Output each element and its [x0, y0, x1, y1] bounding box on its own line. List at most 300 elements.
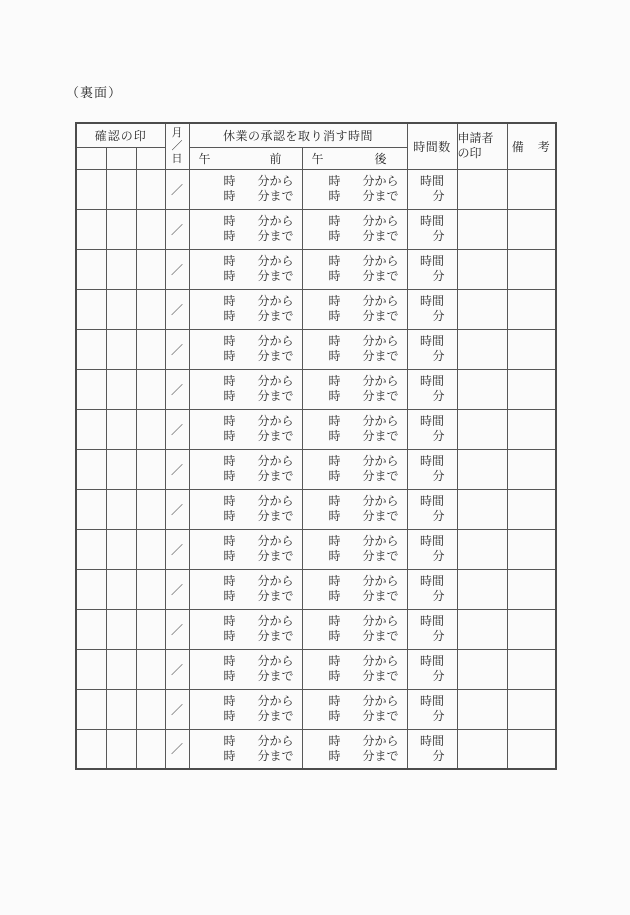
header-row-1: [76, 123, 556, 147]
confirmation-seal-cell-3: [136, 449, 165, 489]
am-from-hour-label: 時: [223, 574, 236, 588]
date-slash: ／: [171, 342, 184, 357]
minutes-unit-label: 分: [432, 549, 445, 563]
pm-from-hour-label: 時: [328, 694, 341, 708]
hours-count-cell: [407, 689, 457, 729]
remarks-cell: [507, 289, 556, 329]
pm-from-hour-label: 時: [328, 733, 341, 748]
confirmation-seal-cell-3: [136, 169, 165, 209]
table-row: [76, 529, 556, 569]
pm-time-cell: [302, 569, 407, 609]
pm-from-hour-label: 時: [328, 614, 341, 628]
hours-unit-label: 時間: [420, 614, 445, 628]
pm-to-hour-label: 時: [328, 349, 341, 363]
confirmation-seal-cell-2: [106, 729, 136, 769]
pm-to-hour-label: 時: [328, 309, 341, 323]
table-row: [76, 489, 556, 529]
pm-from-hour-label: 時: [328, 254, 341, 268]
applicant-seal-line1: 申請者: [457, 131, 494, 146]
date-cell: [165, 609, 189, 649]
hours-unit-label: 時間: [420, 454, 445, 468]
pm-from-minute-label: 分から: [362, 733, 399, 748]
applicant-seal-cell: [457, 289, 507, 329]
month-label: 月: [171, 126, 183, 139]
am-from-hour-label: 時: [223, 294, 236, 308]
pm-time-cell: [302, 729, 407, 769]
pm-from-minute-label: 分から: [362, 414, 399, 428]
confirmation-seal-cell-1: [76, 209, 106, 249]
date-slash: ／: [171, 222, 184, 237]
confirmation-seal-cell-3: [136, 649, 165, 689]
am-to-minute-label: 分まで: [257, 389, 294, 403]
pm-from-hour-label: 時: [328, 494, 341, 508]
pm-to-minute-label: 分まで: [362, 189, 399, 203]
confirmation-seal-cell-2: [106, 569, 136, 609]
pm-from-hour-label: 時: [328, 534, 341, 548]
date-cell: [165, 369, 189, 409]
remarks-cell: [507, 249, 556, 289]
applicant-seal-cell: [457, 209, 507, 249]
table-row: [76, 209, 556, 249]
table-row: [76, 649, 556, 689]
confirmation-seal-cell-2: [106, 169, 136, 209]
confirmation-seal-cell-1: [76, 609, 106, 649]
am-to-hour-label: 時: [223, 669, 236, 683]
minutes-unit-label: 分: [432, 269, 445, 283]
am-time-cell: [189, 249, 302, 289]
applicant-seal-cell: [457, 489, 507, 529]
pm-right-label: 後: [374, 151, 387, 166]
confirmation-seal-cell-3: [136, 689, 165, 729]
am-time-cell: [189, 369, 302, 409]
date-slash: ／: [171, 582, 184, 597]
table-row: [76, 569, 556, 609]
hours-unit-label: 時間: [420, 254, 445, 268]
confirmation-seal-cell-2: [106, 209, 136, 249]
applicant-seal-cell: [457, 729, 507, 769]
hours-count-cell: [407, 369, 457, 409]
am-from-minute-label: 分から: [257, 494, 294, 508]
date-cell: [165, 729, 189, 769]
pm-to-hour-label: 時: [328, 469, 341, 483]
hours-unit-label: 時間: [420, 694, 445, 708]
header-pm: [302, 147, 407, 169]
date-cell: [165, 409, 189, 449]
am-time-cell: [189, 329, 302, 369]
am-to-hour-label: 時: [223, 509, 236, 523]
table-row: [76, 449, 556, 489]
applicant-seal-cell: [457, 609, 507, 649]
remarks-cell: [507, 649, 556, 689]
confirmation-seal-cell-2: [106, 649, 136, 689]
am-from-hour-label: 時: [223, 454, 236, 468]
am-left-label: 午: [198, 151, 211, 166]
confirmation-seal-cell-1: [76, 329, 106, 369]
am-to-minute-label: 分まで: [257, 309, 294, 323]
minutes-unit-label: 分: [432, 309, 445, 323]
header-month-day: [165, 123, 189, 169]
hours-count-cell: [407, 529, 457, 569]
pm-to-minute-label: 分まで: [362, 309, 399, 323]
pm-from-minute-label: 分から: [362, 334, 399, 348]
am-to-minute-label: 分まで: [257, 509, 294, 523]
am-from-hour-label: 時: [223, 614, 236, 628]
pm-to-hour-label: 時: [328, 429, 341, 443]
am-from-minute-label: 分から: [257, 334, 294, 348]
pm-from-minute-label: 分から: [362, 254, 399, 268]
date-slash: ／: [171, 542, 184, 557]
confirmation-seal-cell-1: [76, 409, 106, 449]
confirmation-seal-cell-2: [106, 329, 136, 369]
confirmation-seal-cell-1: [76, 529, 106, 569]
date-cell: [165, 649, 189, 689]
pm-from-hour-label: 時: [328, 414, 341, 428]
table-row: [76, 249, 556, 289]
am-to-hour-label: 時: [223, 389, 236, 403]
pm-to-hour-label: 時: [328, 669, 341, 683]
confirmation-seal-cell-3: [136, 329, 165, 369]
confirmation-seal-cell-1: [76, 249, 106, 289]
minutes-unit-label: 分: [432, 589, 445, 603]
applicant-seal-cell: [457, 249, 507, 289]
pm-to-minute-label: 分まで: [362, 589, 399, 603]
pm-to-minute-label: 分まで: [362, 349, 399, 363]
am-from-minute-label: 分から: [257, 694, 294, 708]
header-hours-count: 時間数: [407, 123, 457, 169]
pm-time-cell: [302, 489, 407, 529]
hours-count-cell: [407, 289, 457, 329]
am-time-cell: [189, 449, 302, 489]
am-from-hour-label: 時: [223, 374, 236, 388]
hours-unit-label: 時間: [420, 294, 445, 308]
pm-to-minute-label: 分まで: [362, 269, 399, 283]
date-slash: ／: [171, 382, 184, 397]
applicant-seal-cell: [457, 409, 507, 449]
am-to-hour-label: 時: [223, 349, 236, 363]
confirmation-seal-cell-1: [76, 369, 106, 409]
am-from-hour-label: 時: [223, 694, 236, 708]
date-slash: ／: [171, 662, 184, 677]
am-from-minute-label: 分から: [257, 214, 294, 228]
am-from-minute-label: 分から: [257, 654, 294, 668]
am-from-hour-label: 時: [223, 414, 236, 428]
pm-to-hour-label: 時: [328, 549, 341, 563]
am-to-minute-label: 分まで: [257, 469, 294, 483]
hours-count-cell: [407, 329, 457, 369]
remarks-cell: [507, 369, 556, 409]
pm-to-minute-label: 分まで: [362, 549, 399, 563]
am-from-minute-label: 分から: [257, 174, 294, 188]
pm-time-cell: [302, 209, 407, 249]
am-from-hour-label: 時: [223, 214, 236, 228]
table-row: [76, 689, 556, 729]
am-from-minute-label: 分から: [257, 294, 294, 308]
pm-to-minute-label: 分まで: [362, 389, 399, 403]
header-cancel-title: 休業の承認を取り消す時間: [189, 123, 407, 147]
am-to-hour-label: 時: [223, 748, 236, 763]
confirmation-seal-cell-2: [106, 249, 136, 289]
pm-time-cell: [302, 529, 407, 569]
confirmation-seal-cell-2: [106, 449, 136, 489]
applicant-seal-cell: [457, 449, 507, 489]
confirmation-seal-cell-1: [76, 289, 106, 329]
confirmation-seal-cell-1: [76, 169, 106, 209]
pm-to-minute-label: 分まで: [362, 629, 399, 643]
confirmation-seal-cell-1: [76, 489, 106, 529]
confirmation-seal-cell-3: [136, 289, 165, 329]
am-to-hour-label: 時: [223, 549, 236, 563]
pm-to-minute-label: 分まで: [362, 469, 399, 483]
am-to-minute-label: 分まで: [257, 629, 294, 643]
hours-unit-label: 時間: [420, 414, 445, 428]
date-slash: ／: [171, 742, 184, 757]
pm-to-minute-label: 分まで: [362, 509, 399, 523]
am-to-hour-label: 時: [223, 269, 236, 283]
confirmation-seal-subcell-3: [136, 147, 165, 169]
pm-time-cell: [302, 369, 407, 409]
minutes-unit-label: 分: [432, 469, 445, 483]
hours-count-cell: [407, 449, 457, 489]
confirmation-seal-cell-3: [136, 489, 165, 529]
pm-time-cell: [302, 449, 407, 489]
am-to-minute-label: 分まで: [257, 349, 294, 363]
confirmation-seal-cell-1: [76, 569, 106, 609]
pm-from-minute-label: 分から: [362, 374, 399, 388]
confirmation-seal-subcell-2: [106, 147, 136, 169]
pm-left-label: 午: [311, 151, 324, 166]
am-to-hour-label: 時: [223, 709, 236, 723]
confirmation-seal-cell-2: [106, 529, 136, 569]
pm-from-minute-label: 分から: [362, 654, 399, 668]
am-from-hour-label: 時: [223, 534, 236, 548]
am-from-minute-label: 分から: [257, 414, 294, 428]
header-remarks: 備 考: [507, 123, 556, 169]
pm-to-minute-label: 分まで: [362, 229, 399, 243]
date-slash: ／: [171, 302, 184, 317]
pm-from-minute-label: 分から: [362, 534, 399, 548]
minutes-unit-label: 分: [432, 748, 445, 763]
hours-unit-label: 時間: [420, 174, 445, 188]
table-row: [76, 409, 556, 449]
am-to-hour-label: 時: [223, 229, 236, 243]
am-to-hour-label: 時: [223, 469, 236, 483]
pm-from-hour-label: 時: [328, 574, 341, 588]
am-from-minute-label: 分から: [257, 534, 294, 548]
remarks-cell: [507, 689, 556, 729]
pm-from-minute-label: 分から: [362, 454, 399, 468]
am-to-hour-label: 時: [223, 429, 236, 443]
remarks-cell: [507, 489, 556, 529]
am-to-hour-label: 時: [223, 629, 236, 643]
applicant-seal-cell: [457, 169, 507, 209]
pm-to-minute-label: 分まで: [362, 669, 399, 683]
date-slash: ／: [171, 502, 184, 517]
remarks-cell: [507, 409, 556, 449]
am-to-minute-label: 分まで: [257, 269, 294, 283]
am-to-hour-label: 時: [223, 189, 236, 203]
date-cell: [165, 289, 189, 329]
remarks-cell: [507, 449, 556, 489]
pm-to-hour-label: 時: [328, 229, 341, 243]
minutes-unit-label: 分: [432, 629, 445, 643]
pm-to-hour-label: 時: [328, 269, 341, 283]
am-time-cell: [189, 569, 302, 609]
pm-time-cell: [302, 249, 407, 289]
pm-time-cell: [302, 329, 407, 369]
table-body: [76, 169, 556, 769]
date-cell: [165, 529, 189, 569]
confirmation-seal-cell-3: [136, 369, 165, 409]
hours-count-cell: [407, 609, 457, 649]
am-from-hour-label: 時: [223, 174, 236, 188]
am-right-label: 前: [269, 151, 282, 166]
date-cell: [165, 489, 189, 529]
date-cell: [165, 169, 189, 209]
table-row: [76, 289, 556, 329]
am-to-minute-label: 分まで: [257, 189, 294, 203]
minutes-unit-label: 分: [432, 389, 445, 403]
am-time-cell: [189, 169, 302, 209]
confirmation-seal-cell-2: [106, 409, 136, 449]
hours-unit-label: 時間: [420, 654, 445, 668]
hours-count-cell: [407, 249, 457, 289]
hours-count-cell: [407, 409, 457, 449]
confirmation-seal-cell-2: [106, 689, 136, 729]
confirmation-seal-cell-2: [106, 289, 136, 329]
am-from-hour-label: 時: [223, 494, 236, 508]
pm-from-hour-label: 時: [328, 374, 341, 388]
am-time-cell: [189, 409, 302, 449]
pm-from-minute-label: 分から: [362, 614, 399, 628]
am-from-minute-label: 分から: [257, 574, 294, 588]
pm-time-cell: [302, 289, 407, 329]
date-slash: ／: [171, 622, 184, 637]
day-label: 日: [171, 152, 183, 165]
confirmation-seal-cell-3: [136, 409, 165, 449]
am-time-cell: [189, 609, 302, 649]
pm-to-minute-label: 分まで: [362, 709, 399, 723]
confirmation-seal-cell-1: [76, 449, 106, 489]
applicant-seal-cell: [457, 369, 507, 409]
applicant-seal-cell: [457, 569, 507, 609]
pm-from-minute-label: 分から: [362, 294, 399, 308]
confirmation-seal-cell-3: [136, 569, 165, 609]
am-time-cell: [189, 729, 302, 769]
am-to-minute-label: 分まで: [257, 549, 294, 563]
table-row: [76, 729, 556, 769]
am-time-cell: [189, 529, 302, 569]
pm-time-cell: [302, 649, 407, 689]
am-to-hour-label: 時: [223, 589, 236, 603]
date-cell: [165, 249, 189, 289]
hours-unit-label: 時間: [420, 574, 445, 588]
am-time-cell: [189, 289, 302, 329]
confirmation-seal-cell-2: [106, 609, 136, 649]
date-slash: ／: [171, 462, 184, 477]
hours-count-cell: [407, 209, 457, 249]
minutes-unit-label: 分: [432, 509, 445, 523]
am-from-hour-label: 時: [223, 654, 236, 668]
header-am: [189, 147, 302, 169]
am-from-minute-label: 分から: [257, 733, 294, 748]
confirmation-seal-cell-3: [136, 609, 165, 649]
pm-to-minute-label: 分まで: [362, 429, 399, 443]
remarks-cell: [507, 609, 556, 649]
date-slash: ／: [171, 262, 184, 277]
date-slash: ／: [171, 702, 184, 717]
pm-to-hour-label: 時: [328, 189, 341, 203]
applicant-seal-cell: [457, 689, 507, 729]
am-from-minute-label: 分から: [257, 254, 294, 268]
date-cell: [165, 329, 189, 369]
month-day-slash: ／: [171, 139, 183, 152]
hours-count-cell: [407, 569, 457, 609]
hours-unit-label: 時間: [420, 214, 445, 228]
am-to-minute-label: 分まで: [257, 748, 294, 763]
am-from-minute-label: 分から: [257, 454, 294, 468]
header-confirmation-seal: 確認の印: [76, 123, 165, 147]
pm-from-minute-label: 分から: [362, 574, 399, 588]
am-time-cell: [189, 649, 302, 689]
date-cell: [165, 449, 189, 489]
confirmation-seal-cell-1: [76, 689, 106, 729]
pm-from-minute-label: 分から: [362, 174, 399, 188]
minutes-unit-label: 分: [432, 709, 445, 723]
applicant-seal-cell: [457, 649, 507, 689]
confirmation-seal-cell-2: [106, 489, 136, 529]
pm-to-minute-label: 分まで: [362, 748, 399, 763]
minutes-unit-label: 分: [432, 429, 445, 443]
hours-count-cell: [407, 729, 457, 769]
pm-from-minute-label: 分から: [362, 214, 399, 228]
pm-from-hour-label: 時: [328, 214, 341, 228]
pm-from-hour-label: 時: [328, 654, 341, 668]
remarks-cell: [507, 169, 556, 209]
pm-time-cell: [302, 689, 407, 729]
hours-unit-label: 時間: [420, 534, 445, 548]
pm-to-hour-label: 時: [328, 589, 341, 603]
table-row: [76, 329, 556, 369]
date-slash: ／: [171, 182, 184, 197]
am-time-cell: [189, 209, 302, 249]
confirmation-seal-subcell-1: [76, 147, 106, 169]
am-to-minute-label: 分まで: [257, 229, 294, 243]
confirmation-seal-cell-3: [136, 209, 165, 249]
am-to-minute-label: 分まで: [257, 589, 294, 603]
am-time-cell: [189, 489, 302, 529]
am-to-hour-label: 時: [223, 309, 236, 323]
am-from-hour-label: 時: [223, 334, 236, 348]
table-row: [76, 169, 556, 209]
hours-count-cell: [407, 649, 457, 689]
cancel-approval-table: [75, 122, 557, 770]
pm-to-hour-label: 時: [328, 509, 341, 523]
am-to-minute-label: 分まで: [257, 669, 294, 683]
minutes-unit-label: 分: [432, 669, 445, 683]
am-to-minute-label: 分まで: [257, 709, 294, 723]
minutes-unit-label: 分: [432, 349, 445, 363]
table-row: [76, 609, 556, 649]
confirmation-seal-cell-1: [76, 649, 106, 689]
pm-from-hour-label: 時: [328, 454, 341, 468]
remarks-cell: [507, 729, 556, 769]
hours-count-cell: [407, 169, 457, 209]
date-cell: [165, 689, 189, 729]
pm-from-minute-label: 分から: [362, 494, 399, 508]
am-from-hour-label: 時: [223, 254, 236, 268]
hours-unit-label: 時間: [420, 494, 445, 508]
date-cell: [165, 209, 189, 249]
